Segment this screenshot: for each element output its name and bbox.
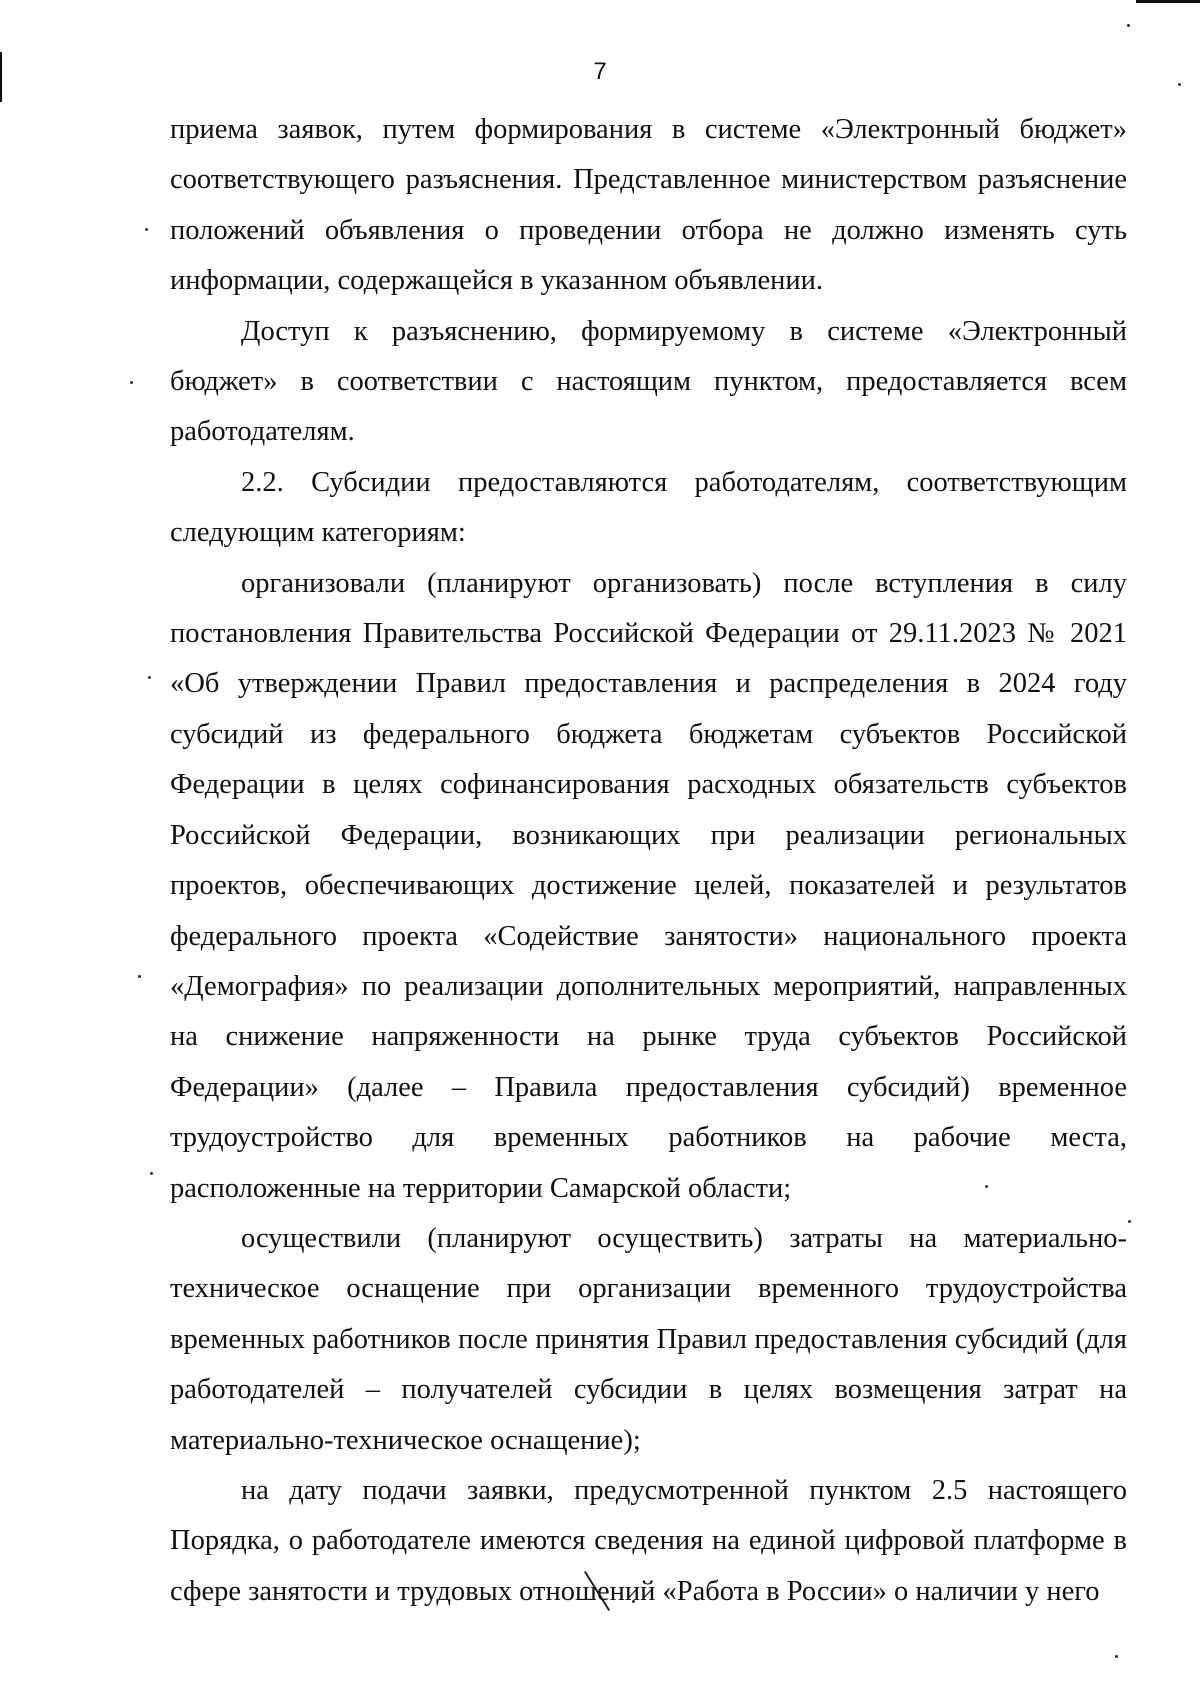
scan-speck: [145, 228, 148, 231]
paragraph-continuation: приема заявок, путем формирования в системе «Электронный бюджет» соответствующего разъяснения. Представленное министерством разъяснение положений объявления о проведении отбора не должно изменять суть информации, содержащейся в указанном объявлении.: [170, 114, 1127, 297]
scan-speck: [150, 1172, 153, 1175]
body-text: [170, 105, 1127, 1617]
paragraph-access-to-clarification: Доступ к разъяснению, формируемому в системе «Электронный бюджет» в соответствии с настоящим пунктом, предоставляется всем работодателям.: [170, 315, 1127, 448]
scan-edge-mark-top-right: [1136, 0, 1200, 3]
page-number: 7: [593, 58, 607, 85]
paragraph-section-2-2: 2.2. Субсидии предоставляются работодателям, соответствующим следующим категориям:: [170, 466, 1127, 549]
scan-speck: [1115, 1655, 1118, 1658]
scan-speck: [1127, 24, 1130, 27]
scan-speck: [1128, 1220, 1131, 1223]
paragraph-category-temporary-employment: организовали (планируют организовать) после вступления в силу постановления Правительства Российской Федерации от 29.11.2023 № 2021 «Об утверждении Правил предоставления и распределения в 2024 году субсидий из федерального бюджета бюджетам субъектов Российской Федерации в целях софинансирования расходных обязательств субъектов Российской Федерации, возникающих при реализации региональных проектов, обеспечивающих достижение целей, показателей и результатов федерального проекта «Содействие занятости» национального проекта «Демография» по реализации дополнительных мероприятий, направленных на снижение напряженности на рынке труда субъектов Российской Федерации» (далее – Правила предоставления субсидий) временное трудоустройство для временных работников на рабочие места, расположенные на территории Самарской области;: [170, 567, 1127, 1204]
scan-speck: [130, 381, 133, 384]
paragraph-category-platform-data: на дату подачи заявки, предусмотренной пунктом 2.5 настоящего Порядка, о работодателе имеются сведения на единой цифровой платформе в сфере занятости и трудовых отношений «Работа в России» о наличии у него: [170, 1474, 1127, 1607]
paragraph-category-material-equipment: осуществили (планируют осуществить) затраты на материально-техническое оснащение при организации временного трудоустройства временных работников после принятия Правил предоставления субсидий (для работодателей – получателей субсидии в целях возмещения затрат на материально-техническое оснащение);: [170, 1222, 1127, 1456]
scan-speck: [138, 975, 141, 978]
scan-speck: [148, 676, 151, 679]
